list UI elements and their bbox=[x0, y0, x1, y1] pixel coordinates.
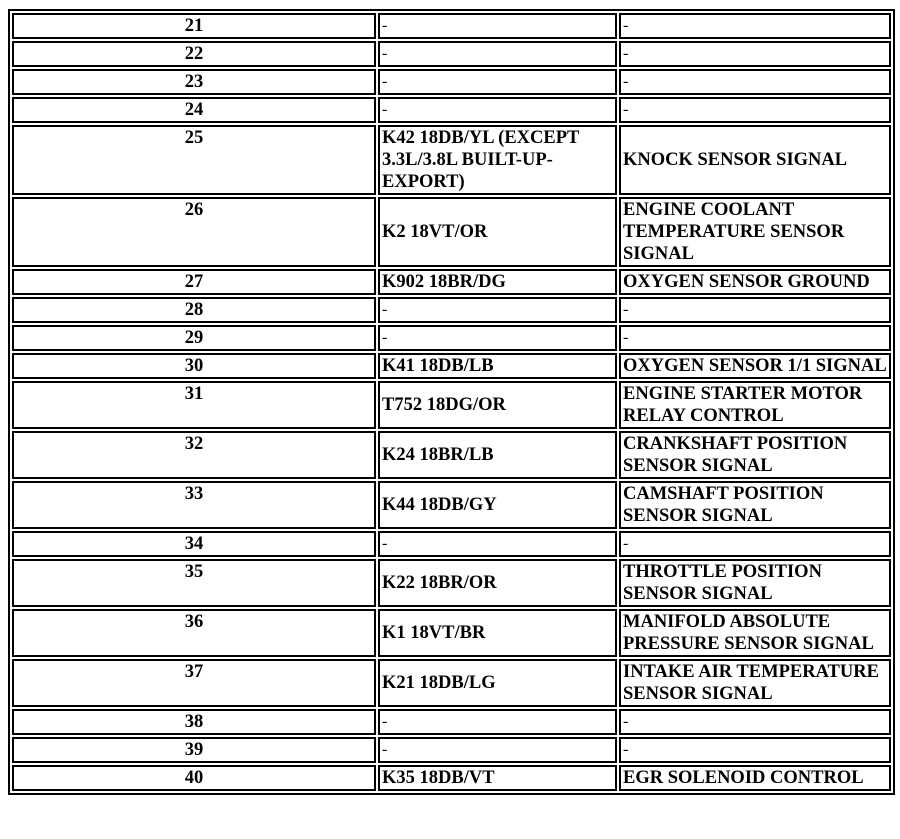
table-row bbox=[12, 269, 891, 295]
pin-number-cell: 35 bbox=[12, 559, 376, 607]
wire-code-cell: - bbox=[378, 297, 617, 323]
wire-code-cell: K2 18VT/OR bbox=[378, 197, 617, 267]
circuit-function-cell: OXYGEN SENSOR GROUND bbox=[619, 269, 891, 295]
pin-number-cell: 39 bbox=[12, 737, 376, 763]
circuit-function-cell: - bbox=[619, 13, 891, 39]
table-row bbox=[12, 737, 891, 763]
circuit-function-cell: - bbox=[619, 325, 891, 351]
table-row bbox=[12, 659, 891, 707]
wire-code-cell: K35 18DB/VT bbox=[378, 765, 617, 791]
circuit-function-cell: - bbox=[619, 709, 891, 735]
connector-pinout-table-container bbox=[8, 9, 895, 795]
wire-code-cell: - bbox=[378, 325, 617, 351]
table-row bbox=[12, 431, 891, 479]
circuit-function-cell: - bbox=[619, 97, 891, 123]
wire-code-cell: K41 18DB/LB bbox=[378, 353, 617, 379]
pin-number-cell: 31 bbox=[12, 381, 376, 429]
pin-number-cell: 37 bbox=[12, 659, 376, 707]
wire-code-cell: K1 18VT/BR bbox=[378, 609, 617, 657]
circuit-function-cell: CRANKSHAFT POSITION SENSOR SIGNAL bbox=[619, 431, 891, 479]
pin-number-cell: 25 bbox=[12, 125, 376, 195]
circuit-function-cell: - bbox=[619, 297, 891, 323]
circuit-function-cell: MANIFOLD ABSOLUTE PRESSURE SENSOR SIGNAL bbox=[619, 609, 891, 657]
table-row bbox=[12, 41, 891, 67]
connector-pinout-table bbox=[8, 9, 895, 795]
table-row bbox=[12, 197, 891, 267]
wire-code-cell: K24 18BR/LB bbox=[378, 431, 617, 479]
table-row bbox=[12, 709, 891, 735]
wire-code-cell: K21 18DB/LG bbox=[378, 659, 617, 707]
circuit-function-cell: OXYGEN SENSOR 1/1 SIGNAL bbox=[619, 353, 891, 379]
pin-number-cell: 29 bbox=[12, 325, 376, 351]
table-row bbox=[12, 381, 891, 429]
pin-number-cell: 40 bbox=[12, 765, 376, 791]
table-row bbox=[12, 481, 891, 529]
wire-code-cell: K42 18DB/YL (EXCEPT 3.3L/3.8L BUILT-UP-EXPORT) bbox=[378, 125, 617, 195]
table-row bbox=[12, 297, 891, 323]
wire-code-cell: - bbox=[378, 69, 617, 95]
table-row bbox=[12, 559, 891, 607]
wire-code-cell: K902 18BR/DG bbox=[378, 269, 617, 295]
circuit-function-cell: ENGINE COOLANT TEMPERATURE SENSOR SIGNAL bbox=[619, 197, 891, 267]
wire-code-cell: - bbox=[378, 531, 617, 557]
table-row bbox=[12, 609, 891, 657]
circuit-function-cell: - bbox=[619, 531, 891, 557]
pin-number-cell: 21 bbox=[12, 13, 376, 39]
pin-number-cell: 30 bbox=[12, 353, 376, 379]
wire-code-cell: - bbox=[378, 41, 617, 67]
wire-code-cell: - bbox=[378, 97, 617, 123]
circuit-function-cell: - bbox=[619, 69, 891, 95]
table-row bbox=[12, 531, 891, 557]
circuit-function-cell: - bbox=[619, 41, 891, 67]
wire-code-cell: - bbox=[378, 13, 617, 39]
pin-number-cell: 36 bbox=[12, 609, 376, 657]
circuit-function-cell: - bbox=[619, 737, 891, 763]
pin-number-cell: 26 bbox=[12, 197, 376, 267]
wire-code-cell: - bbox=[378, 709, 617, 735]
pin-number-cell: 38 bbox=[12, 709, 376, 735]
pinout-table-body bbox=[12, 13, 891, 791]
wire-code-cell: K44 18DB/GY bbox=[378, 481, 617, 529]
pin-number-cell: 32 bbox=[12, 431, 376, 479]
pin-number-cell: 27 bbox=[12, 269, 376, 295]
wire-code-cell: T752 18DG/OR bbox=[378, 381, 617, 429]
wire-code-cell: K22 18BR/OR bbox=[378, 559, 617, 607]
circuit-function-cell: INTAKE AIR TEMPERATURE SENSOR SIGNAL bbox=[619, 659, 891, 707]
table-row bbox=[12, 13, 891, 39]
table-row bbox=[12, 765, 891, 791]
pin-number-cell: 22 bbox=[12, 41, 376, 67]
circuit-function-cell: CAMSHAFT POSITION SENSOR SIGNAL bbox=[619, 481, 891, 529]
circuit-function-cell: ENGINE STARTER MOTOR RELAY CONTROL bbox=[619, 381, 891, 429]
pin-number-cell: 23 bbox=[12, 69, 376, 95]
circuit-function-cell: THROTTLE POSITION SENSOR SIGNAL bbox=[619, 559, 891, 607]
table-row bbox=[12, 97, 891, 123]
pin-number-cell: 34 bbox=[12, 531, 376, 557]
pin-number-cell: 33 bbox=[12, 481, 376, 529]
table-row bbox=[12, 325, 891, 351]
pin-number-cell: 24 bbox=[12, 97, 376, 123]
table-row bbox=[12, 69, 891, 95]
circuit-function-cell: EGR SOLENOID CONTROL bbox=[619, 765, 891, 791]
wire-code-cell: - bbox=[378, 737, 617, 763]
table-row bbox=[12, 353, 891, 379]
pin-number-cell: 28 bbox=[12, 297, 376, 323]
circuit-function-cell: KNOCK SENSOR SIGNAL bbox=[619, 125, 891, 195]
table-row bbox=[12, 125, 891, 195]
